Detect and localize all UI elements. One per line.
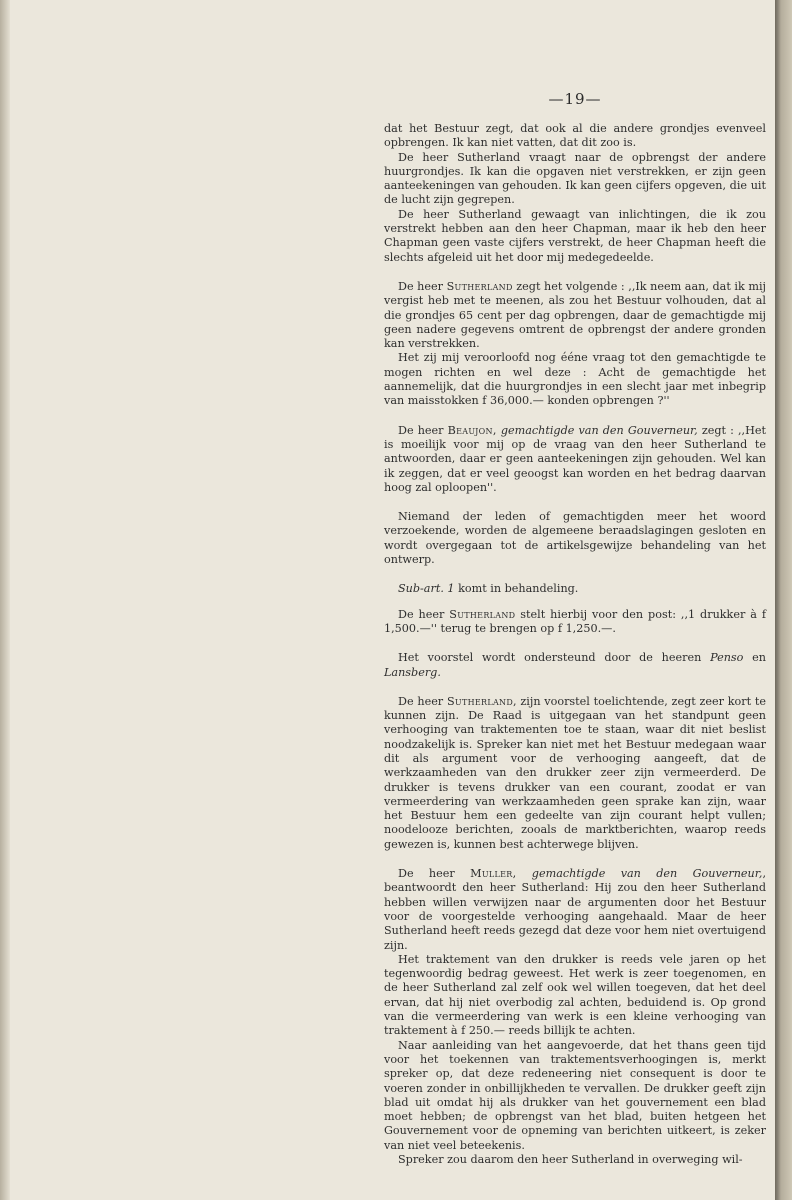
- speaker-prefix: De heer: [398, 423, 444, 437]
- paragraph: dat het Bestuur zegt, dat ook al die andere grondjes evenveel opbrengen. Ik kan niet vatten, dat dit zoo is.: [384, 122, 766, 150]
- page-binding-edge: [0, 0, 10, 1200]
- speaker-name: Sutherland: [449, 607, 516, 621]
- member-name: Penso: [710, 651, 744, 665]
- paragraph: [384, 424, 766, 495]
- paragraph: [384, 608, 766, 637]
- paragraph: [384, 582, 766, 596]
- speaker-name: Sutherland: [446, 279, 513, 293]
- paragraph: [384, 867, 766, 953]
- speaker-prefix: De heer: [398, 867, 455, 881]
- paragraph-text: zegt het volgende : ,,Ik neem aan, dat ik mij vergist heb met te meenen, als zou het Bestuur volhouden, dat al die grondjes 65 cent per dag opbrengen, daar de gemachtigde mij geen nadere gegevens omtrent de opbrengst der andere gronden kan verstrekken.: [384, 279, 767, 351]
- paragraph-text: zegt : ,,Het is moeilijk voor mij op de vraag van den heer Sutherland te antwoorden, daar er geen aanteekeningen zijn gehouden. Wel kan ik zeggen, dat er veel geoogst kan worden en het bedrag daarvan hoog zal oploopen''.: [384, 423, 766, 494]
- paragraph: [384, 280, 766, 351]
- speaker-role: gemachtigde van den Gouverneur,: [531, 867, 763, 881]
- speaker-name: Muller,: [470, 867, 517, 881]
- paragraph-text: Het voorstel wordt ondersteund door de heeren: [398, 651, 702, 665]
- page-number: —19—: [548, 90, 602, 108]
- paragraph: Naar aanleiding van het aangevoerde, dat het thans geen tijd voor het toekennen van traktementsverhoogingen is, merkt spreker op, dat deze redeneering niet consequent is door te voeren zonder in onbillijkheden te vervallen. De drukker geeft zijn blad uit omdat hij als drukker van het gouvernement een blad moet hebben; de opbrengst van het blad, buiten hetgeen het Gouvernement voor de opneming van berichten uitkeert, is zeker van niet veel beteekenis.: [384, 1038, 766, 1152]
- paragraph-text: komt in behandeling.: [458, 582, 579, 596]
- speaker-prefix: De heer: [398, 279, 443, 293]
- paragraph: De heer Sutherland gewaagt van inlichtingen, die ik zou verstrekt hebben aan den heer Chapman, maar ik heb den heer Chapman geen vaste cijfers verstrekt, de heer Chapman heeft die slechts afgeleid uit het door mij medegedeelde.: [384, 207, 766, 264]
- page-edge-shadow: [775, 0, 792, 1200]
- paragraph: Het zij mij veroorloofd nog ééne vraag tot den gemachtigde te mogen richten en wel deze : Acht de gemachtigde het aannemelijk, dat die huurgrondjes in een slecht jaar met inbegrip van maisstokken f 36,000.— konden opbrengen ?'': [384, 351, 766, 408]
- paragraph: Spreker zou daarom den heer Sutherland in overweging wil-: [398, 1153, 743, 1166]
- paragraph: Niemand der leden of gemachtigden meer het woord verzoekende, worden de algemeene beraadslagingen gesloten en wordt overgegaan tot de artikelsgewijze behandeling van het ontwerp.: [384, 510, 766, 567]
- conjunction: en: [752, 651, 766, 665]
- member-name: Lansberg.: [384, 665, 441, 679]
- paragraph-text: , zijn voorstel toelichtende, zegt zeer kort te kunnen zijn. De Raad is uitgegaan van het standpunt geen verhooging van traktementen toe te staan, waar dit niet beslist noodzakelijk is. Spreker kan niet met het Bestuur medegaan waar dit als argument voor de verhooging aangeeft, dat de werkzaamheden van den drukker zeer zijn vermeerderd. De drukker is tevens drukker van een courant, zoodat er van vermeerdering van werkzaamheden geen sprake kan zijn, waar het Bestuur hem een gedeelte van zijn courant helpt vullen; noodelooze berichten, zooals de marktberichten, waarop reeds gewezen is, kunnen best achterwege blijven.: [384, 694, 766, 851]
- paragraph: [384, 651, 766, 680]
- speaker-prefix: De heer: [398, 607, 445, 621]
- speaker-name: Sutherland: [446, 694, 514, 708]
- paragraph: De heer Sutherland vraagt naar de opbrengst der andere huurgrondjes. Ik kan die opgaven niet verstrekken, er zijn geen aanteekeningen van gehouden. Ik kan geen cijfers opgeven, die uit de lucht zijn gegrepen.: [384, 150, 766, 207]
- sub-article-label: Sub-art. 1: [398, 582, 455, 596]
- paragraph: [384, 695, 766, 852]
- speaker-role: gemachtigde van den Gouverneur,: [500, 423, 698, 437]
- paragraph-text: stelt hierbij voor den post: ,,1 drukker à f 1,500.—'' terug te brengen op f 1,250.—.: [384, 607, 766, 635]
- paragraph-text: , beantwoordt den heer Sutherland: Hij zou den heer Sutherland hebben willen verwijzen naar de argumenten door het Bestuur voor de voorgestelde verhooging aangehaald. Maar de heer Sutherland heeft reeds gezegd dat deze voor hem niet overtuigend zijn.: [384, 867, 766, 952]
- paragraph: Het traktement van den drukker is reeds vele jaren op het tegenwoordig bedrag geweest. Het werk is zeer toegenomen, en de heer Sutherland zal zelf ook wel willen toegeven, dat het deel ervan, dat hij niet overbodig zal achten, beduidend is. Op grond van die vermeerdering van werk is een kleine verhooging van traktement à f 250.— reeds billijk te achten.: [384, 952, 766, 1038]
- speaker-prefix: De heer: [398, 694, 444, 708]
- body-text: [384, 122, 766, 1167]
- speaker-name: Beaujon,: [447, 423, 497, 437]
